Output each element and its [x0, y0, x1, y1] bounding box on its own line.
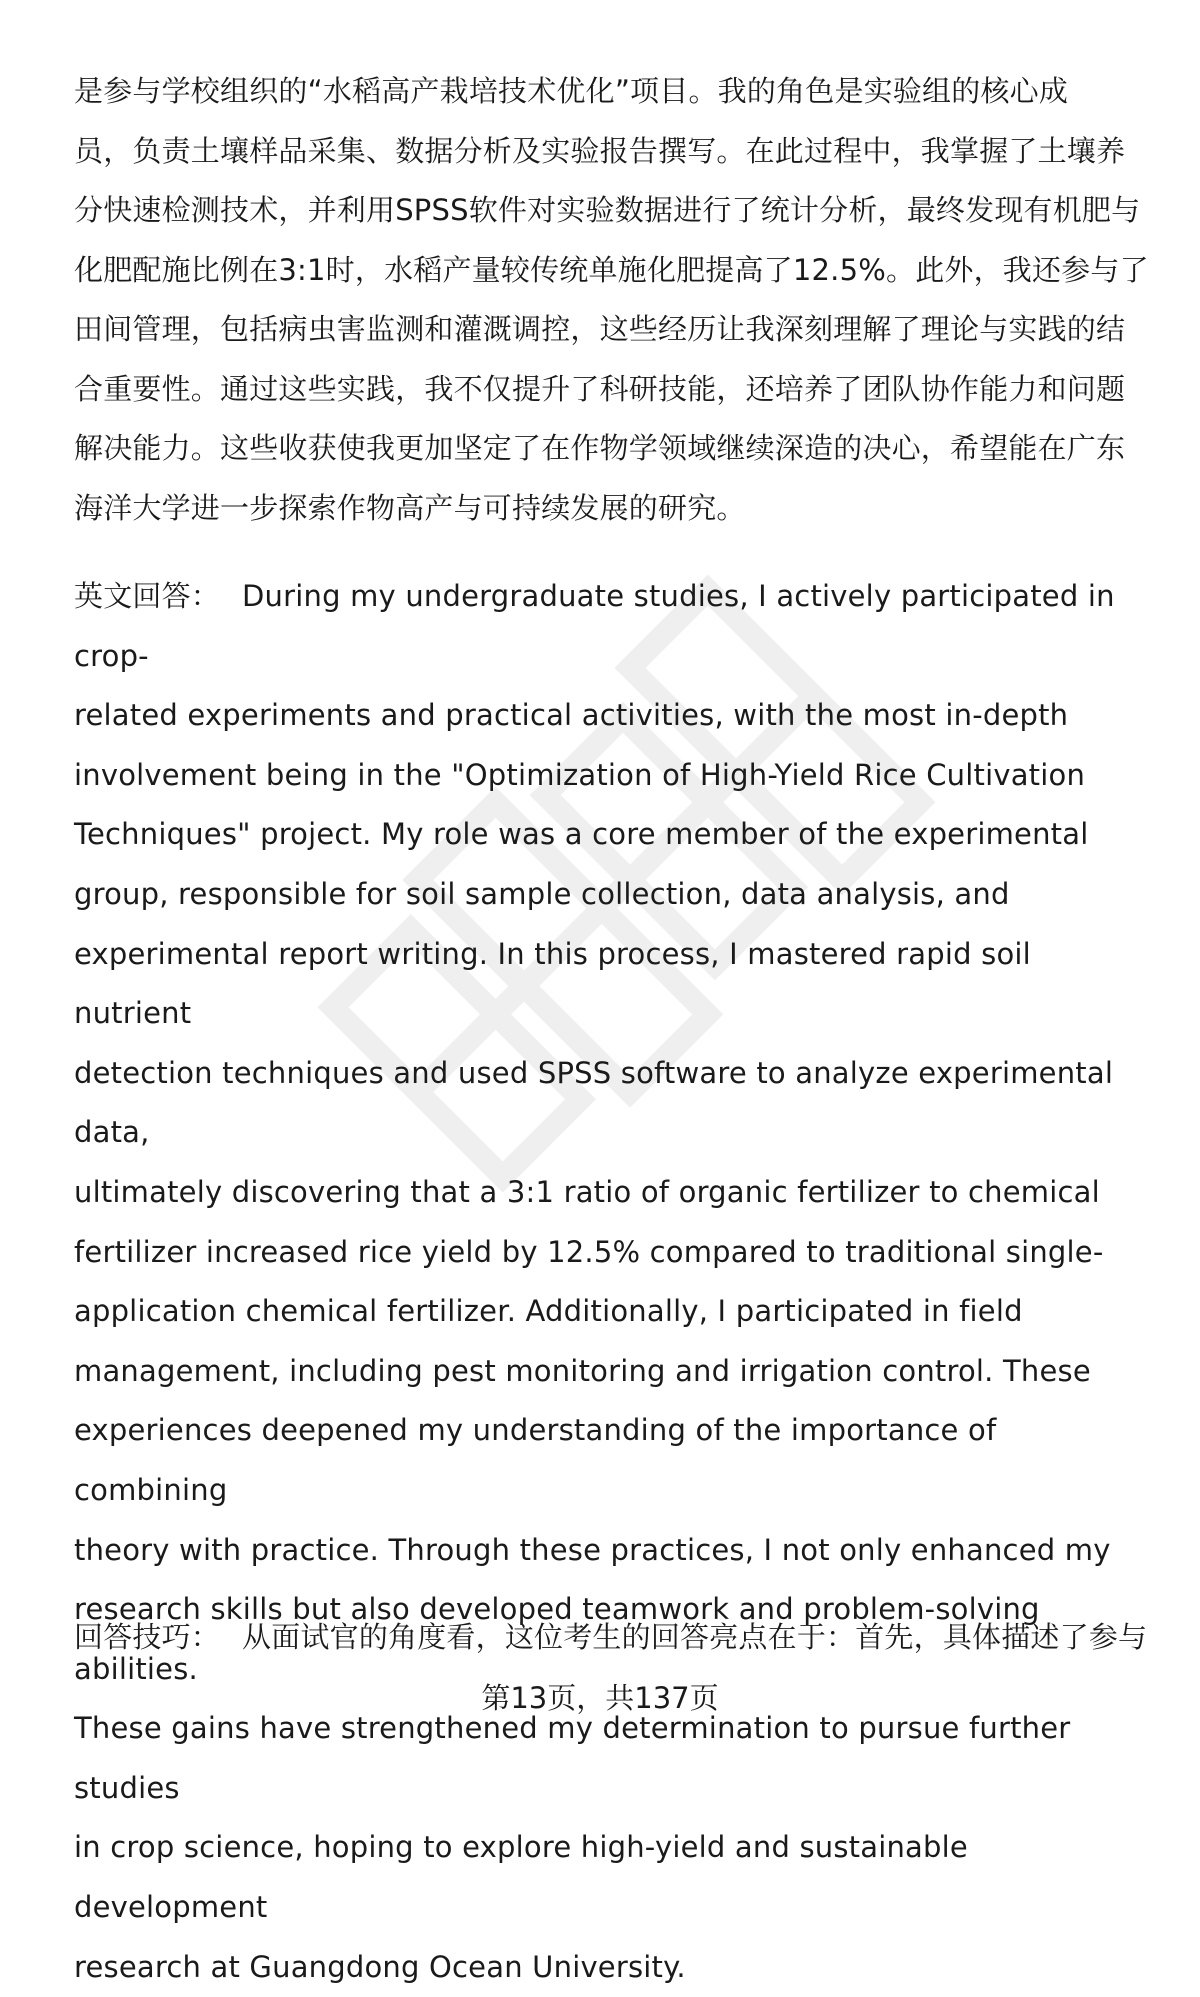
chinese-answer-paragraph: 是参与学校组织的“水稻高产栽培技术优化”项目。我的角色是实验组的核心成 员，负责土壤样品采集、数据分析及实验报告撰写。在此过程中，我掌握了土壤养 分快速检测技术，并利用SPSS软件对实验数据进行了统计分析，最终发现有机肥与 化肥配施比例在3:1时，水稻产量较传统单施化肥提高了12.5%。此外，我还参与了 田间管理，包括病虫害监测和灌溉调控，这些经历让我深刻理解了理论与实践的结 合重要性。通过这些实践，我不仅提升了科研技能，还培养了团队协作能力和问题 解决能力。这些收获使我更加坚定了在作物学领域继续深造的决心，希望能在广东 海洋大学进一步探索作物高产与可持续发展的研究。 [74, 74, 1149, 525]
english-answer-paragraph [74, 567, 1154, 1997]
answer-tips-paragraph [74, 1608, 1154, 1668]
english-answer-text: During my undergraduate studies, I actively participated in crop- related experiments and practical activities, with the most in-depth involvement being in the "Optimization of High-Yield Rice Cultivation Techniques" project. My role was a core member of the experimental group, responsible for soil sample collection, data analysis, and experimental report writing. In this process, I mastered rapid soil nutrient detection techniques and used SPSS software to analyze experimental data, ultimately discovering that a 3:1 ratio of organic fertilizer to chemical fertilizer increased rice yield by 12.5% compared to traditional single- application chemical fertilizer. Additionally, I participated in field management, including pest monitoring and irrigation control. These experiences deepened my understanding of the importance of combining theory with practice. Through these practices, I not only enhanced my research skills but also developed teamwork and problem-solving abilities. These gains have strengthened my determination to pursue further studies in crop science, hoping to explore high-yield and sustainable development research at Guangdong Ocean University. [74, 579, 1115, 1984]
answer-tips-label: 回答技巧： [74, 1620, 221, 1654]
english-answer-label: 英文回答： [74, 579, 221, 613]
page-number-footer: 第13页，共137页 [481, 1681, 719, 1715]
answer-tips-text: 从面试官的角度看，这位考生的回答亮点在于：首先，具体描述了参与 [242, 1620, 1148, 1654]
